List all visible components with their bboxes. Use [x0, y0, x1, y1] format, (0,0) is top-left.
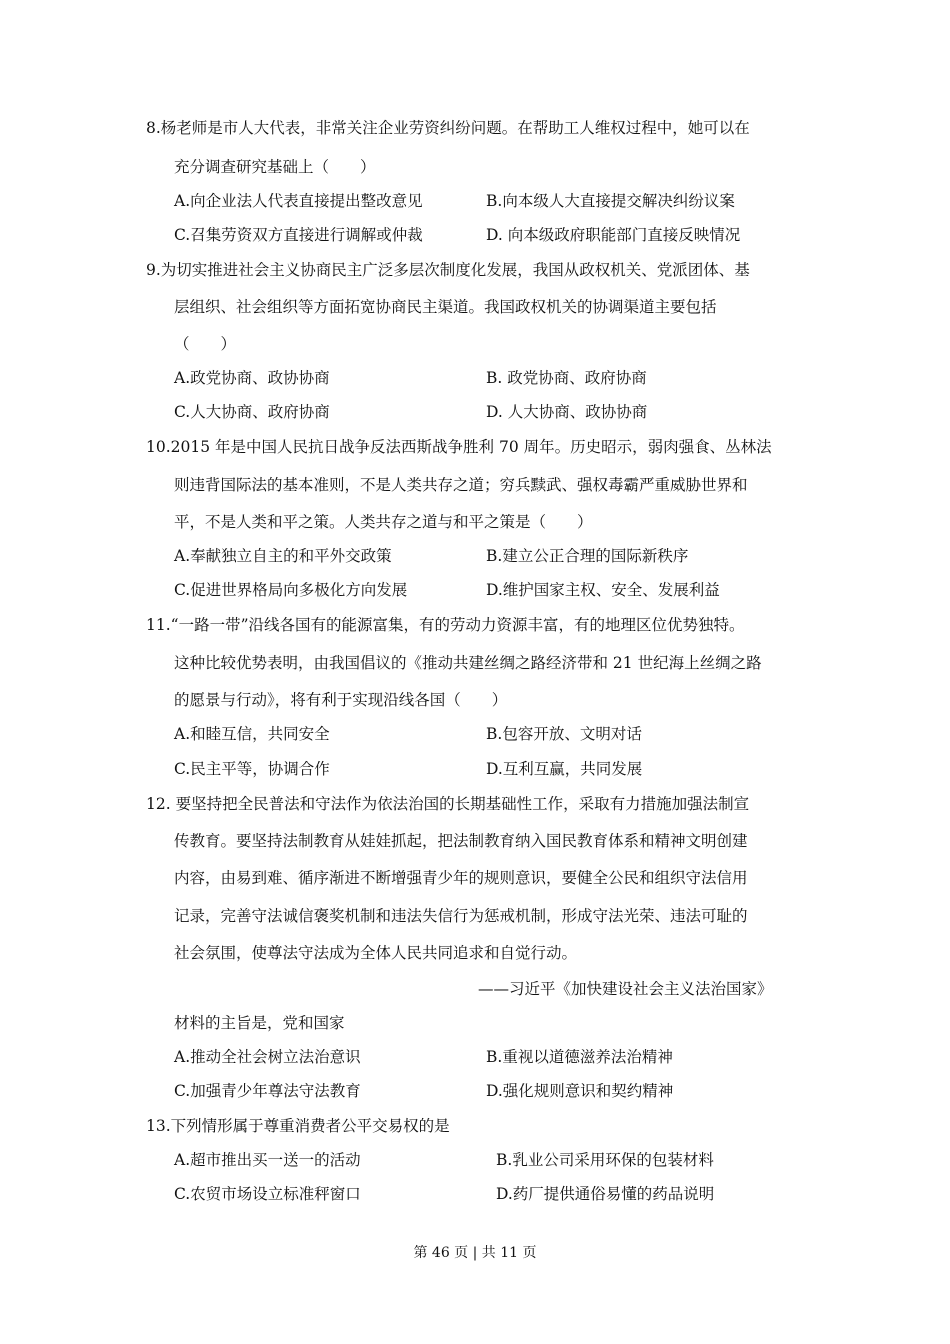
question-12-prompt: 材料的主旨是，党和国家 [174, 1014, 345, 1032]
question-10-stem-line-3: 平，不是人类和平之策。人类共存之道与和平之策是（ ） [174, 513, 593, 531]
question-12-stem-line-5: 社会氛围，使尊法守法成为全体人民共同追求和自觉行动。 [174, 944, 578, 962]
question-12-stem-line-2: 传教育。要坚持法制教育从娃娃抓起，把法制教育纳入国民教育体系和精神文明创建 [174, 832, 748, 850]
question-13-option-c: C.农贸市场设立标准秤窗口 [174, 1185, 361, 1203]
question-9-option-c: C.人大协商、政府协商 [174, 403, 330, 421]
question-10-stem-line-2: 则违背国际法的基本准则，不是人类共存之道；穷兵黩武、强权毒霸严重威胁世界和 [174, 476, 748, 494]
question-13-option-b: B.乳业公司采用环保的包装材料 [496, 1151, 714, 1169]
question-13-option-a: A.超市推出买一送一的活动 [174, 1151, 361, 1169]
question-10-stem-line-1: 10.2015 年是中国人民抗日战争反法西斯战争胜利 70 周年。历史昭示，弱肉强食、丛林法 [146, 438, 772, 456]
question-11-option-c: C.民主平等，协调合作 [174, 760, 330, 778]
question-13-option-d: D.药厂提供通俗易懂的药品说明 [496, 1185, 715, 1203]
question-11-stem-line-3: 的愿景与行动》，将有利于实现沿线各国（ ） [174, 691, 508, 709]
question-9-option-a: A.政党协商、政协协商 [174, 369, 330, 387]
question-12-option-a: A.推动全社会树立法治意识 [174, 1048, 361, 1066]
question-8-stem-line-2: 充分调查研究基础上（ ） [174, 158, 376, 176]
question-10-option-a: A.奉献独立自主的和平外交政策 [174, 547, 392, 565]
question-9-stem-line-1: 9.为切实推进社会主义协商民主广泛多层次制度化发展，我国从政权机关、党派团体、基 [146, 261, 750, 279]
question-11-option-a: A.和睦互信，共同安全 [174, 725, 330, 743]
question-8-option-b: B.向本级人大直接提交解决纠纷议案 [486, 192, 735, 210]
question-9-option-d: D. 人大协商、政协协商 [486, 403, 648, 421]
question-8-stem-line-1: 8.杨老师是市人大代表，非常关注企业劳资纠纷问题。在帮助工人维权过程中，她可以在 [146, 119, 750, 137]
question-12-attribution: ——习近平《加快建设社会主义法治国家》 [478, 980, 773, 998]
question-12-stem-line-3: 内容，由易到难、循序渐进不断增强青少年的规则意识，要健全公民和组织守法信用 [174, 869, 748, 887]
question-8-option-a: A.向企业法人代表直接提出整改意见 [174, 192, 423, 210]
question-10-option-d: D.维护国家主权、安全、发展利益 [486, 581, 720, 599]
page-number-footer: 第 46 页 | 共 11 页 [413, 1245, 537, 1261]
question-12-stem-line-4: 记录，完善守法诚信褒奖机制和违法失信行为惩戒机制，形成守法光荣、违法可耻的 [174, 907, 748, 925]
question-8-option-d: D. 向本级政府职能部门直接反映情况 [486, 226, 741, 244]
question-11-stem-line-1: 11.“一路一带”沿线各国有的能源富集，有的劳动力资源丰富，有的地理区位优势独特。 [146, 616, 745, 634]
question-10-option-c: C.促进世界格局向多极化方向发展 [174, 581, 408, 599]
question-11-option-d: D.互利互赢，共同发展 [486, 760, 643, 778]
question-11-stem-line-2: 这种比较优势表明，由我国倡议的《推动共建丝绸之路经济带和 21 世纪海上丝绸之路 [174, 654, 762, 672]
question-10-option-b: B.建立公正合理的国际新秩序 [486, 547, 689, 565]
question-9-stem-line-3: （ ） [174, 335, 237, 353]
question-9-option-b: B. 政党协商、政府协商 [486, 369, 647, 387]
question-12-stem-line-1: 12. 要坚持把全民普法和守法作为依法治国的长期基础性工作，采取有力措施加强法制宣 [146, 795, 750, 813]
question-12-option-b: B.重视以道德滋养法治精神 [486, 1048, 673, 1066]
question-11-option-b: B.包容开放、文明对话 [486, 725, 642, 743]
question-9-stem-line-2: 层组织、社会组织等方面拓宽协商民主渠道。我国政权机关的协调渠道主要包括 [174, 298, 717, 316]
question-13-stem-line-1: 13.下列情形属于尊重消费者公平交易权的是 [146, 1117, 450, 1135]
question-12-option-d: D.强化规则意识和契约精神 [486, 1082, 674, 1100]
question-8-option-c: C.召集劳资双方直接进行调解或仲裁 [174, 226, 423, 244]
question-12-option-c: C.加强青少年尊法守法教育 [174, 1082, 361, 1100]
